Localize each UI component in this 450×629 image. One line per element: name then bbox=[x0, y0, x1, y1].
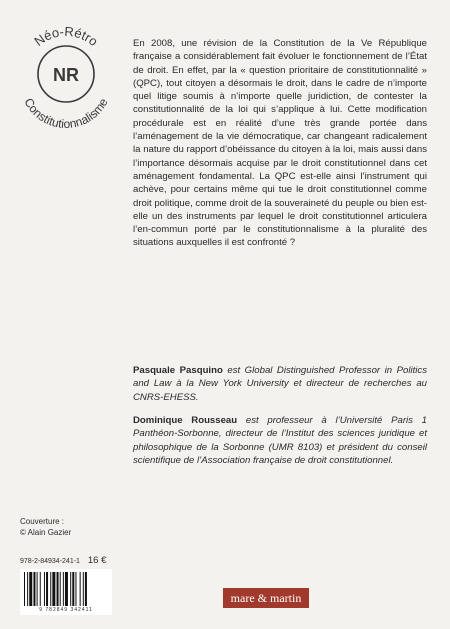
svg-text:Néo-Rétro: Néo-Rétro bbox=[31, 23, 101, 50]
isbn: 978-2-84934-241-1 bbox=[20, 558, 80, 565]
author-bio bbox=[133, 414, 427, 467]
author-name: Pasquale Pasquino bbox=[133, 365, 223, 376]
barcode-digits: 9 782849 342411 bbox=[20, 607, 112, 613]
summary-text: En 2008, une révision de la Constitution de la Ve République française a considérablement fait évoluer le fonctionnement de l’État de droit. En effet, par la « question prioritaire de constitutionnalité » (QPC), tout citoyen a désormais le droit, dans le cadre de n’importe quel litige soumis à n’importe quelle juridiction, de contester la constitutionnalité de la loi qui s’applique à lui. Cette modification procédurale est en réalité d’une très grande portée dans l’aménagement de la vie démocratique, car changeant radicalement la nature du rapport d’obéissance du citoyen à la loi, mais aussi dans l’importance désormais acquise par le droit constitutionnel dans cet aménagement fondamental. La QPC est-elle ainsi l’instrument qui achève, pour certains même qui tue le droit constitutionnel comme droit politique, comme droit de la souveraineté du peuple ou bien est-elle un des instruments par lequel le droit constitutionnel articulera l’en-commun porté par le constitutionnalisme à la pluralité des situations auxquelles il est confronté ? bbox=[133, 38, 427, 249]
author-description: est Global Distinguished Professor in Politics and Law à la New York University et directeur de recherches au CNRS-EHESS. bbox=[133, 365, 427, 403]
series-logo-seal bbox=[6, 14, 126, 134]
cover-credits bbox=[20, 516, 71, 538]
credits-photographer: © Alain Gazier bbox=[20, 528, 72, 537]
svg-text:Constitutionnalisme: Constitutionnalisme bbox=[21, 95, 111, 132]
price: 16 € bbox=[87, 555, 107, 566]
svg-text:NR: NR bbox=[53, 65, 79, 85]
author-name: Dominique Rousseau bbox=[133, 415, 238, 426]
credits-label: Couverture : bbox=[20, 517, 65, 526]
publisher-logo: mare & martin bbox=[223, 588, 309, 608]
author-bio bbox=[133, 364, 427, 404]
author-description: est professeur à l’Université Paris 1 Panthéon-Sorbonne, directeur de l’Institut des sciences juridique et philosophique de la Sorbonne (UMR 8103) et président du conseil scientifique de l’Association française de droit constitutionnel. bbox=[133, 415, 427, 466]
isbn-price-line bbox=[20, 555, 106, 566]
